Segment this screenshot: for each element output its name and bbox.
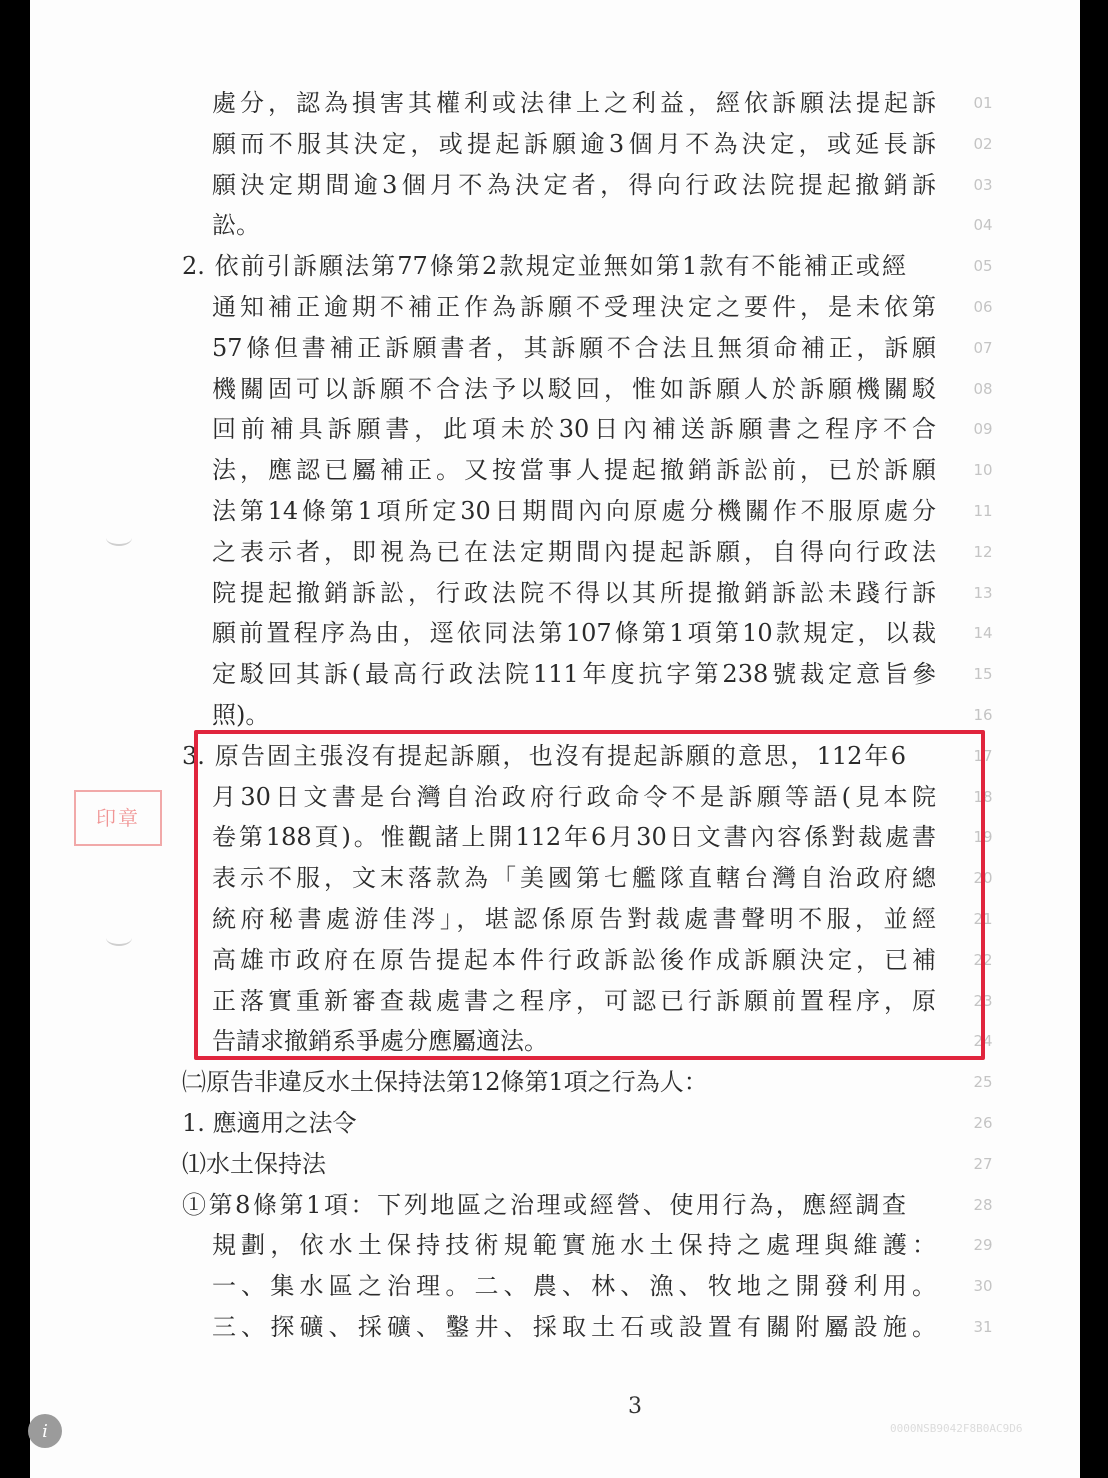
text-line: 高雄市政府在原告提起本件行政訴訟後作成訴願決定，已補	[212, 945, 936, 974]
line-number: 04	[973, 216, 993, 235]
page-number: 3	[628, 1394, 642, 1419]
text-line: 法，應認已屬補正。又按當事人提起撤銷訴訟前，已於訴願	[212, 456, 936, 485]
line-number: 03	[973, 175, 993, 194]
line-number: 01	[973, 94, 993, 112]
line-number: 23	[973, 991, 993, 1010]
line-number: 20	[973, 869, 993, 888]
text-line: 正落實重新審查裁處書之程序，可認已行訴願前置程序，原	[212, 986, 936, 1015]
text-line: 處分，認為損害其權利或法律上之利益，經依訴願法提起訴	[212, 89, 936, 117]
line-number: 15	[973, 665, 993, 684]
text-line: 2. 依前引訴願法第77條第2款規定並無如第1款有不能補正或經	[182, 252, 906, 281]
text-line: 機關固可以訴願不合法予以駁回，惟如訴願人於訴願機關駁	[212, 374, 936, 403]
highlight-box	[194, 730, 985, 1060]
line-number: 12	[973, 542, 993, 561]
document-watermark-code: 0000NSB9042F8B0AC9D6	[890, 1422, 1023, 1435]
text-line: 願決定期間逾3個月不為決定者，得向行政法院提起撤銷訴	[212, 170, 936, 199]
line-number: 13	[973, 583, 993, 602]
line-number: 26	[973, 1114, 993, 1132]
line-number: 27	[973, 1154, 993, 1173]
text-line: ①第8條第1項：下列地區之治理或經營、使用行為，應經調查	[182, 1190, 906, 1219]
line-number: 05	[973, 257, 993, 276]
text-line: 3. 原告固主張沒有提起訴願，也沒有提起訴願的意思，112年6	[182, 741, 906, 770]
text-line: 照)。	[212, 701, 270, 729]
text-line: 1. 應適用之法令	[182, 1109, 357, 1137]
line-number: 17	[973, 746, 993, 765]
text-line: 願而不服其決定，或提起訴願逾3個月不為決定，或延長訴	[212, 129, 936, 158]
line-number: 25	[973, 1073, 993, 1092]
line-number: 19	[973, 828, 993, 847]
text-line: 定駁回其訴(最高行政法院111年度抗字第238號裁定意旨參	[212, 660, 936, 689]
line-number: 14	[973, 624, 993, 643]
text-line: 法第14條第1項所定30日期間內向原處分機關作不服原處分	[212, 497, 936, 525]
text-line: 57條但書補正訴願書者，其訴願不合法且無須命補正，訴願	[212, 333, 936, 362]
text-line: 三、探礦、採礦、鑿井、採取土石或設置有關附屬設施。	[212, 1313, 936, 1341]
text-line: 之表示者，即視為已在法定期間內提起訴願，自得向行政法	[212, 537, 936, 566]
line-number: 18	[973, 787, 993, 806]
info-icon[interactable]: i	[28, 1414, 62, 1448]
text-line: 回前補具訴願書，此項未於30日內補送訴願書之程序不合	[212, 415, 936, 444]
text-line: 告請求撤銷系爭處分應屬適法。	[212, 1027, 548, 1056]
text-line: 通知補正逾期不補正作為訴願不受理決定之要件，是未依第	[212, 293, 936, 321]
binding-hole-mark	[106, 930, 132, 946]
text-line: 院提起撤銷訴訟，行政法院不得以其所提撤銷訴訟未踐行訴	[212, 578, 936, 607]
line-number: 08	[973, 379, 993, 398]
line-number: 29	[973, 1236, 993, 1255]
text-line: ⑴水土保持法	[182, 1149, 326, 1178]
line-number: 30	[973, 1277, 993, 1296]
text-line: 統府秘書處游佳涔」，堪認係原告對裁處書聲明不服，並經	[212, 905, 936, 933]
red-seal-stamp: 印章	[74, 790, 162, 846]
line-number: 22	[973, 950, 993, 969]
text-line: 一、集水區之治理。二、農、林、漁、牧地之開發利用。	[212, 1272, 936, 1301]
text-line: 願前置程序為由，逕依同法第107條第1項第10款規定，以裁	[212, 619, 936, 648]
document-page	[30, 0, 1080, 1478]
text-line: 規劃，依水土保持技術規範實施水土保持之處理與維護：	[212, 1231, 936, 1260]
text-line: 訟。	[212, 211, 260, 240]
line-number: 02	[973, 134, 993, 153]
line-number: 21	[973, 910, 993, 928]
text-line: 卷第188頁)。惟觀諸上開112年6月30日文書內容係對裁處書	[212, 823, 936, 852]
line-number: 31	[973, 1318, 993, 1336]
text-line: 月30日文書是台灣自治政府行政命令不是訴願等語(見本院	[212, 782, 936, 811]
line-number: 07	[973, 338, 993, 357]
binding-hole-mark	[106, 530, 132, 546]
line-number: 06	[973, 298, 993, 316]
line-number: 16	[973, 706, 993, 724]
line-number: 11	[973, 502, 993, 520]
text-line: 表示不服，文末落款為「美國第七艦隊直轄台灣自治政府總	[212, 864, 936, 893]
text-line: ㈡原告非違反水土保持法第12條第1項之行為人：	[182, 1068, 708, 1097]
line-number: 10	[973, 461, 993, 480]
line-number: 24	[973, 1032, 993, 1051]
line-number: 28	[973, 1195, 993, 1214]
line-number: 09	[973, 420, 993, 439]
